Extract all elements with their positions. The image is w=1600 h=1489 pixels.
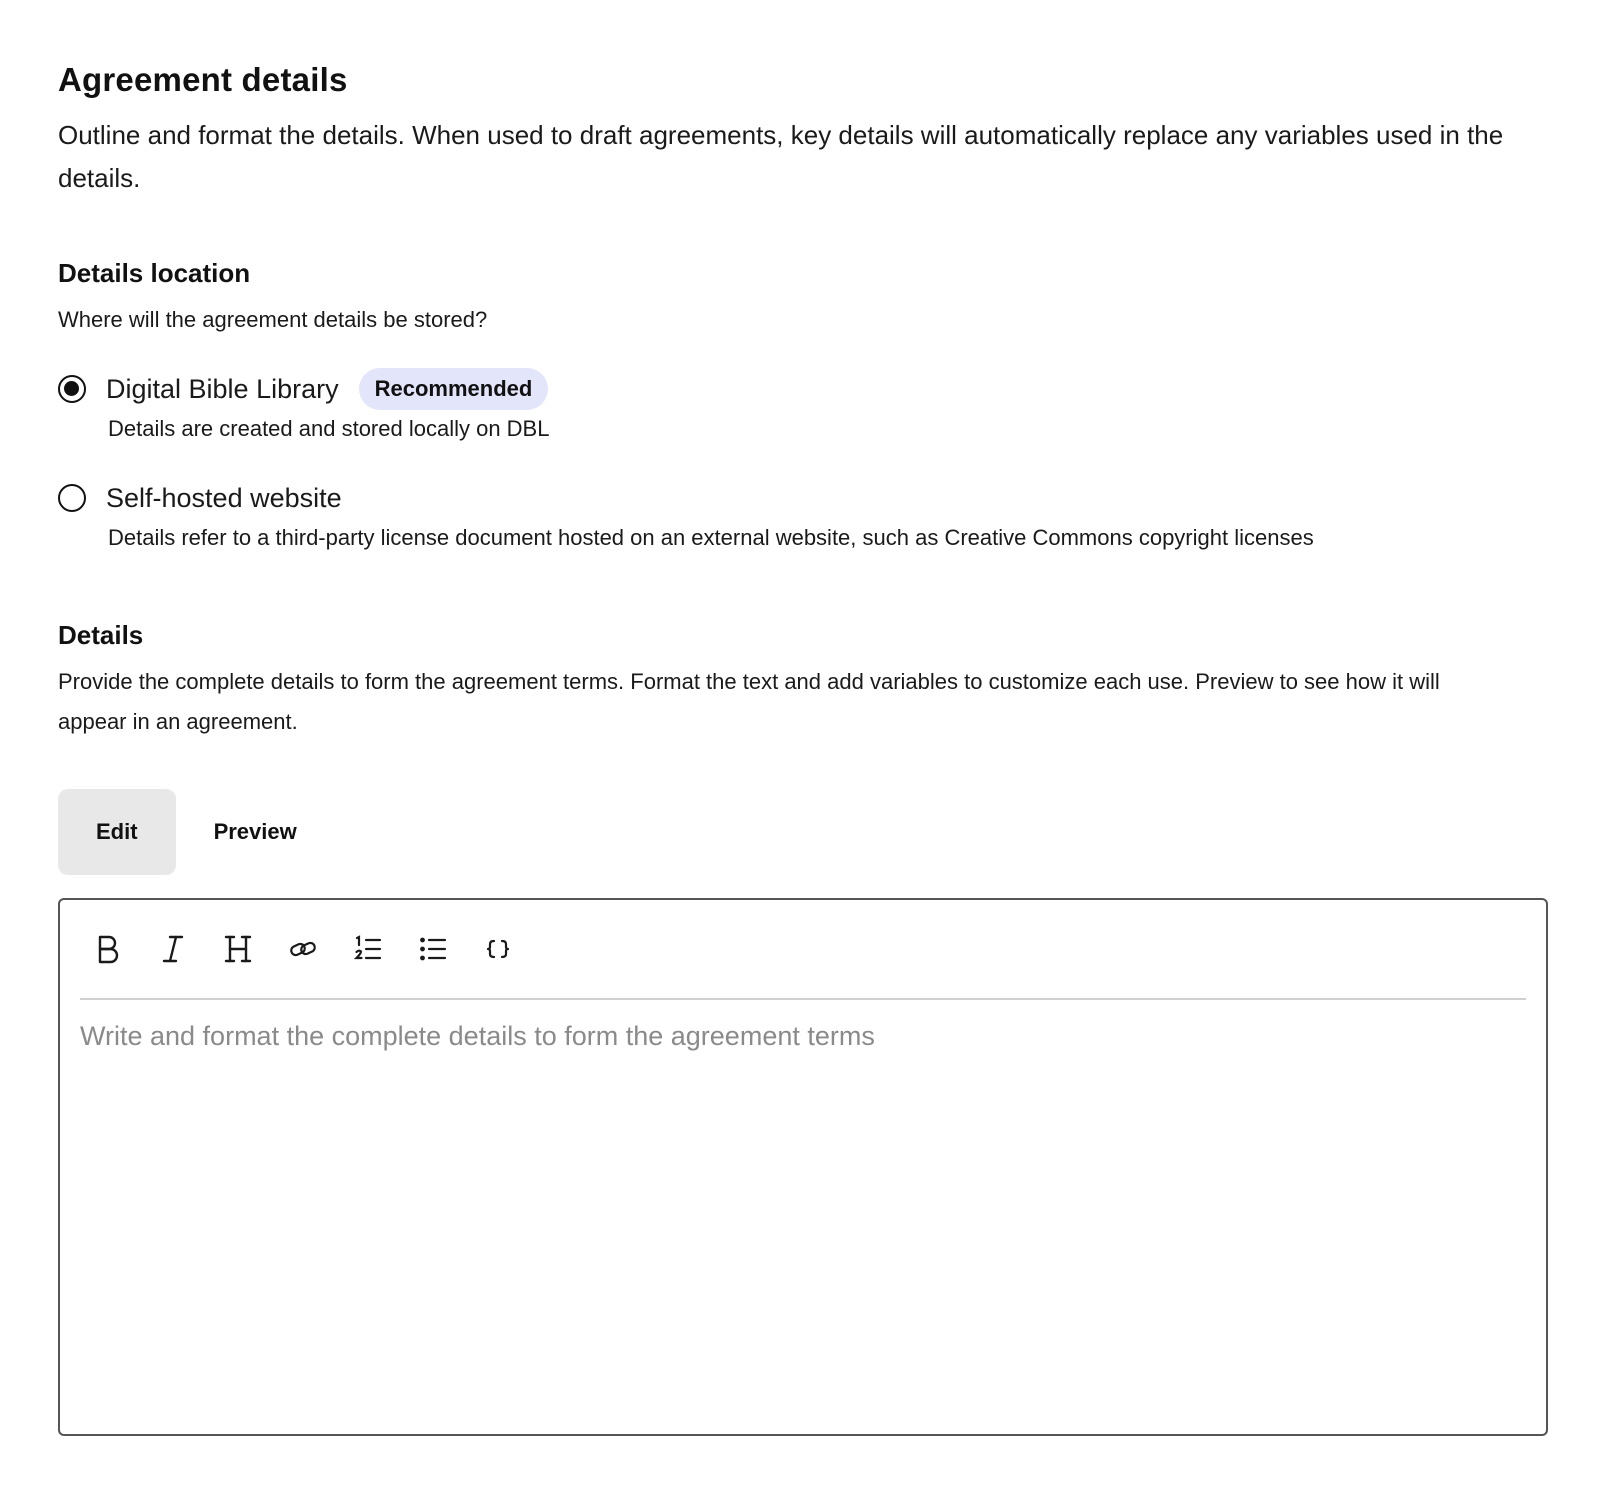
page-title: Agreement details (58, 61, 348, 98)
recommended-badge: Recommended (359, 368, 549, 410)
radio-option-digital-bible-library[interactable] (58, 367, 548, 411)
bullet-list-icon[interactable] (411, 927, 455, 971)
variable-braces-icon[interactable] (476, 927, 520, 971)
editor-text-area[interactable]: Write and format the complete details to form the agreement terms (80, 1021, 875, 1051)
radio-button-checked[interactable] (58, 375, 86, 403)
radio-option-self-hosted-website[interactable] (58, 476, 342, 520)
radio-description-digital-bible-library: Details are created and stored locally on DBL (108, 416, 550, 441)
radio-button-unchecked[interactable] (58, 484, 86, 512)
radio-label-self-hosted-website[interactable]: Self-hosted website (106, 483, 342, 513)
details-location-heading: Details location (58, 258, 251, 288)
rich-text-editor (58, 898, 1548, 1436)
ordered-list-icon[interactable] (346, 927, 390, 971)
details-location-help: Where will the agreement details be stored? (58, 307, 488, 332)
details-heading: Details (58, 620, 144, 650)
bold-icon[interactable] (86, 927, 130, 971)
tab-edit[interactable]: Edit (58, 789, 176, 875)
link-icon[interactable] (281, 927, 325, 971)
tab-preview[interactable]: Preview (213, 819, 297, 844)
heading-icon[interactable] (216, 927, 260, 971)
editor-tabs (58, 789, 335, 875)
details-help: Provide the complete details to form the agreement terms. Format the text and add variables to customize each use. Preview to see how it will appear in an agreement. (58, 669, 1440, 734)
italic-icon[interactable] (151, 927, 195, 971)
radio-label-digital-bible-library[interactable]: Digital Bible Library (106, 374, 339, 404)
radio-description-self-hosted-website: Details refer to a third-party license document hosted on an external website, such as Creative Commons copyright licenses (108, 525, 1314, 550)
page-intro: Outline and format the details. When used to draft agreements, key details will automatically replace any variables used in the details. (58, 120, 1504, 193)
editor-toolbar (80, 900, 1526, 1000)
